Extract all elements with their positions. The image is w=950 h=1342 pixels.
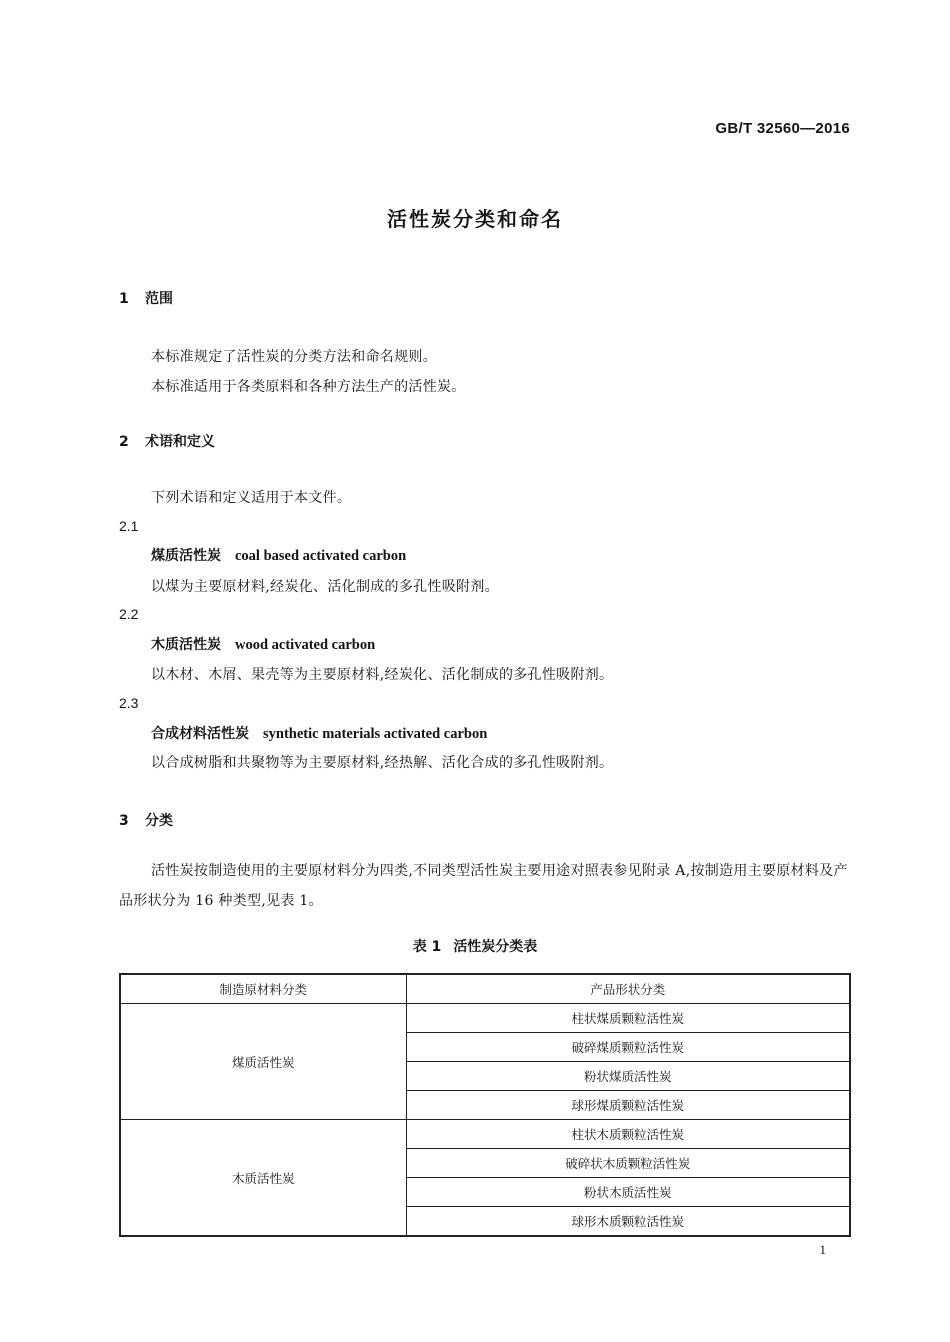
term-entry <box>151 723 487 743</box>
shape-cell: 破碎状木质颗粒活性炭 <box>406 1149 850 1178</box>
clause-number: 2.3 <box>119 695 139 711</box>
term-english: wood activated carbon <box>235 637 376 653</box>
column-header: 产品形状分类 <box>406 974 850 1004</box>
shape-cell: 柱状木质颗粒活性炭 <box>406 1120 850 1149</box>
clause-number: 2.2 <box>119 606 139 622</box>
section-2-heading <box>119 431 215 451</box>
section-title: 范围 <box>145 291 173 307</box>
table-header-row <box>120 974 850 1004</box>
shape-cell: 粉状煤质活性炭 <box>406 1062 850 1091</box>
term-definition: 以木材、木屑、果壳等为主要原材料,经炭化、活化制成的多孔性吸附剂。 <box>151 667 614 683</box>
table-caption-number: 表 1 <box>412 939 442 955</box>
term-entry <box>151 545 406 565</box>
term-chinese: 木质活性炭 <box>151 637 221 653</box>
term-english: coal based activated carbon <box>235 548 407 564</box>
clause-number: 2.1 <box>119 518 139 534</box>
section-1-heading <box>119 288 173 308</box>
shape-cell: 柱状煤质颗粒活性炭 <box>406 1004 850 1033</box>
section-title: 分类 <box>145 813 173 829</box>
column-header: 制造原材料分类 <box>120 974 406 1004</box>
scope-paragraph-1: 本标准规定了活性炭的分类方法和命名规则。 <box>151 349 437 365</box>
standard-number: GB/T 32560—2016 <box>715 120 850 137</box>
section-number: 2 <box>119 434 129 450</box>
classification-paragraph: 活性炭按制造使用的主要原材料分为四类,不同类型活性炭主要用途对照表参见附录 A,按制造用主要原材料及产品形状分为 16 种类型,见表 1。 <box>119 863 848 909</box>
page-number: 1 <box>819 1242 826 1257</box>
term-chinese: 煤质活性炭 <box>151 548 221 564</box>
term-chinese: 合成材料活性炭 <box>151 726 249 742</box>
terms-intro: 下列术语和定义适用于本文件。 <box>151 490 352 506</box>
table-row <box>120 1004 850 1033</box>
term-entry <box>151 634 375 654</box>
table-caption-title: 活性炭分类表 <box>453 939 538 955</box>
shape-cell: 破碎煤质颗粒活性炭 <box>406 1033 850 1062</box>
term-definition: 以合成树脂和共聚物等为主要原材料,经热解、活化合成的多孔性吸附剂。 <box>151 755 614 771</box>
term-english: synthetic materials activated carbon <box>263 726 488 742</box>
shape-cell: 球形木质颗粒活性炭 <box>406 1207 850 1237</box>
document-title: 活性炭分类和命名 <box>387 207 563 231</box>
section-title: 术语和定义 <box>145 434 215 450</box>
scope-paragraph-2: 本标准适用于各类原料和各种方法生产的活性炭。 <box>151 379 466 395</box>
shape-cell: 球形煤质颗粒活性炭 <box>406 1091 850 1120</box>
term-definition: 以煤为主要原材料,经炭化、活化制成的多孔性吸附剂。 <box>151 579 499 595</box>
section-3-heading <box>119 810 173 830</box>
table-row <box>120 1120 850 1149</box>
section-number: 3 <box>119 813 129 829</box>
table-caption <box>0 936 950 956</box>
material-cell: 煤质活性炭 <box>120 1004 406 1120</box>
material-cell: 木质活性炭 <box>120 1120 406 1237</box>
classification-table <box>119 973 851 1237</box>
section-number: 1 <box>119 291 129 307</box>
shape-cell: 粉状木质活性炭 <box>406 1178 850 1207</box>
